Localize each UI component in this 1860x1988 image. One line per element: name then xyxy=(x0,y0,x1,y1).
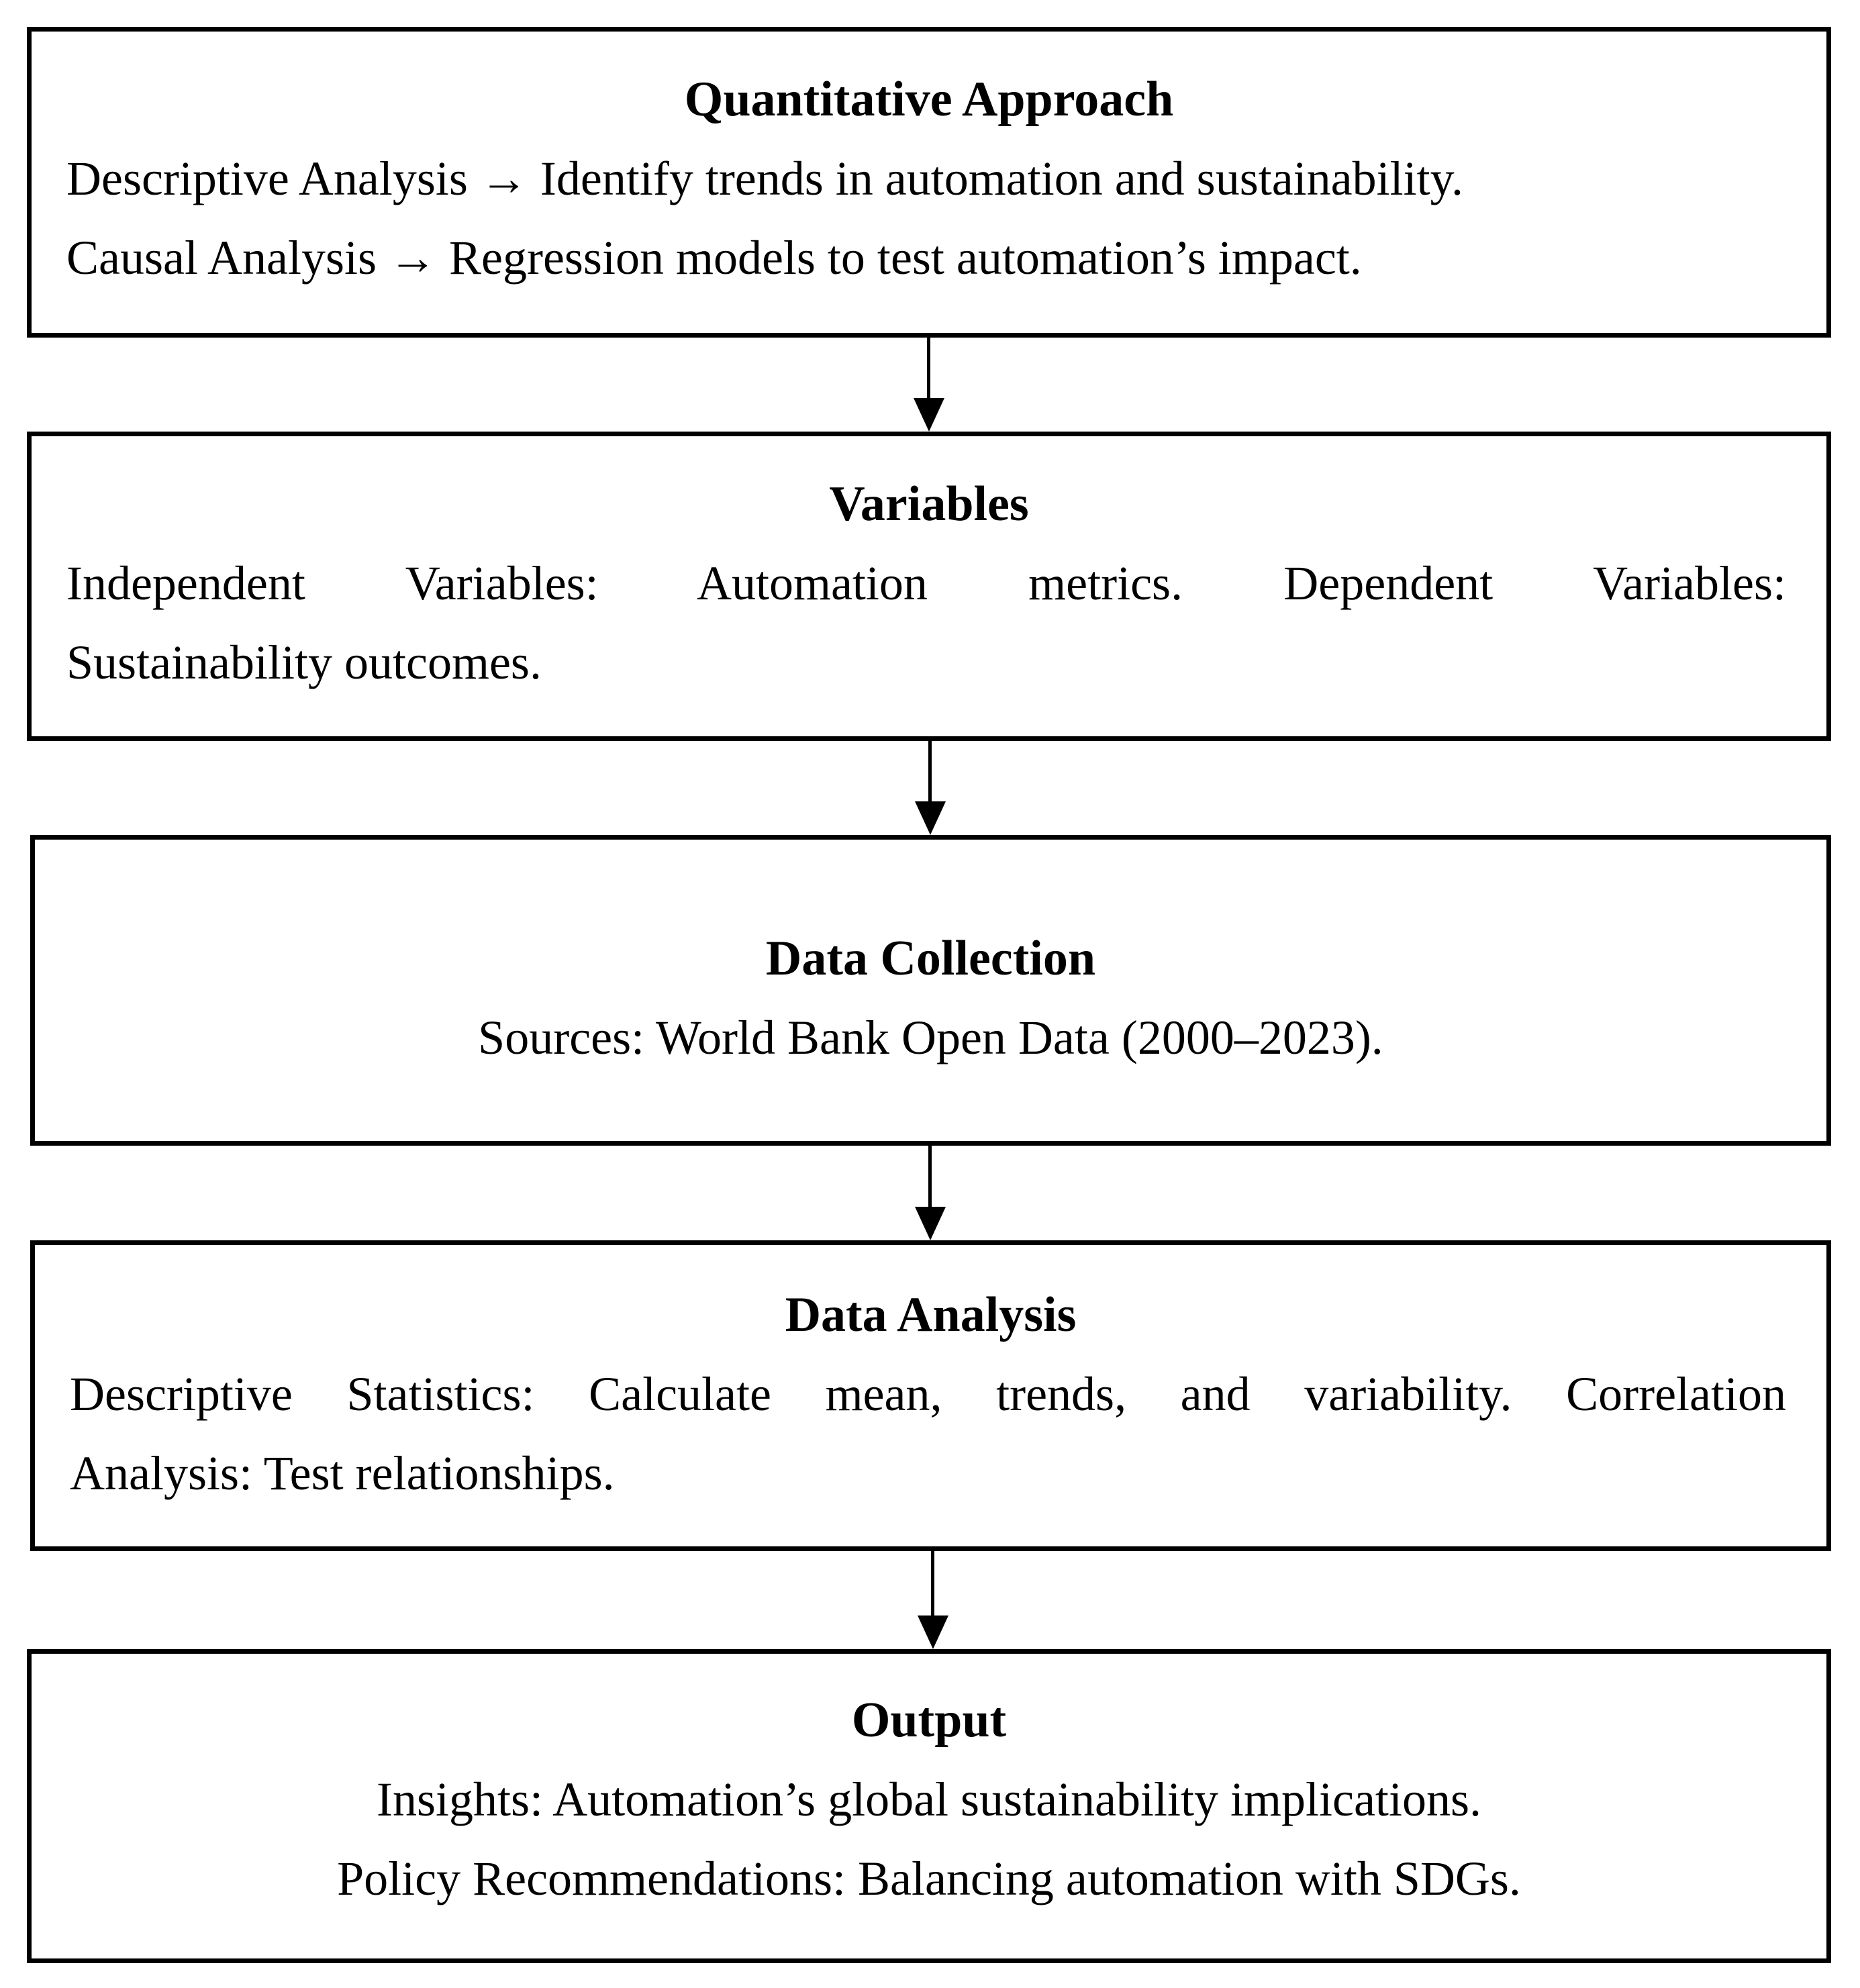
data-collection-line-1: Sources: World Bank Open Data (2000–2023). xyxy=(478,1011,1383,1064)
data-analysis-title: Data Analysis xyxy=(785,1287,1077,1342)
arrow-2-down xyxy=(910,741,950,835)
data-analysis-line-1: Descriptive Statistics: Calculate mean, trends, and variability. Correlation xyxy=(70,1367,1786,1421)
variables-box xyxy=(27,432,1831,741)
output-line-2: Policy Recommendations: Balancing automation with SDGs. xyxy=(337,1852,1521,1905)
quantitative-approach-line-2: Causal Analysis → Regression models to test automation’s impact. xyxy=(66,231,1362,285)
quantitative-approach-box xyxy=(27,27,1831,338)
arrow-3-down xyxy=(910,1146,950,1240)
output-line-1: Insights: Automation’s global sustainability implications. xyxy=(377,1773,1481,1826)
output-title: Output xyxy=(851,1693,1007,1748)
quantitative-approach-title: Quantitative Approach xyxy=(684,72,1174,127)
quantitative-approach-line-1: Descriptive Analysis → Identify trends in automation and sustainability. xyxy=(66,152,1463,205)
data-collection-title: Data Collection xyxy=(765,931,1096,986)
variables-title: Variables xyxy=(829,477,1029,532)
variables-line-1: Independent Variables: Automation metrics. Dependent Variables: xyxy=(66,556,1786,610)
output-box xyxy=(27,1649,1831,1963)
data-analysis-line-2: Analysis: Test relationships. xyxy=(70,1446,615,1500)
variables-line-2: Sustainability outcomes. xyxy=(66,636,542,689)
arrow-1-down xyxy=(909,338,949,432)
data-analysis-box xyxy=(30,1240,1831,1551)
arrow-4-down xyxy=(913,1551,953,1649)
data-collection-box xyxy=(30,835,1831,1146)
